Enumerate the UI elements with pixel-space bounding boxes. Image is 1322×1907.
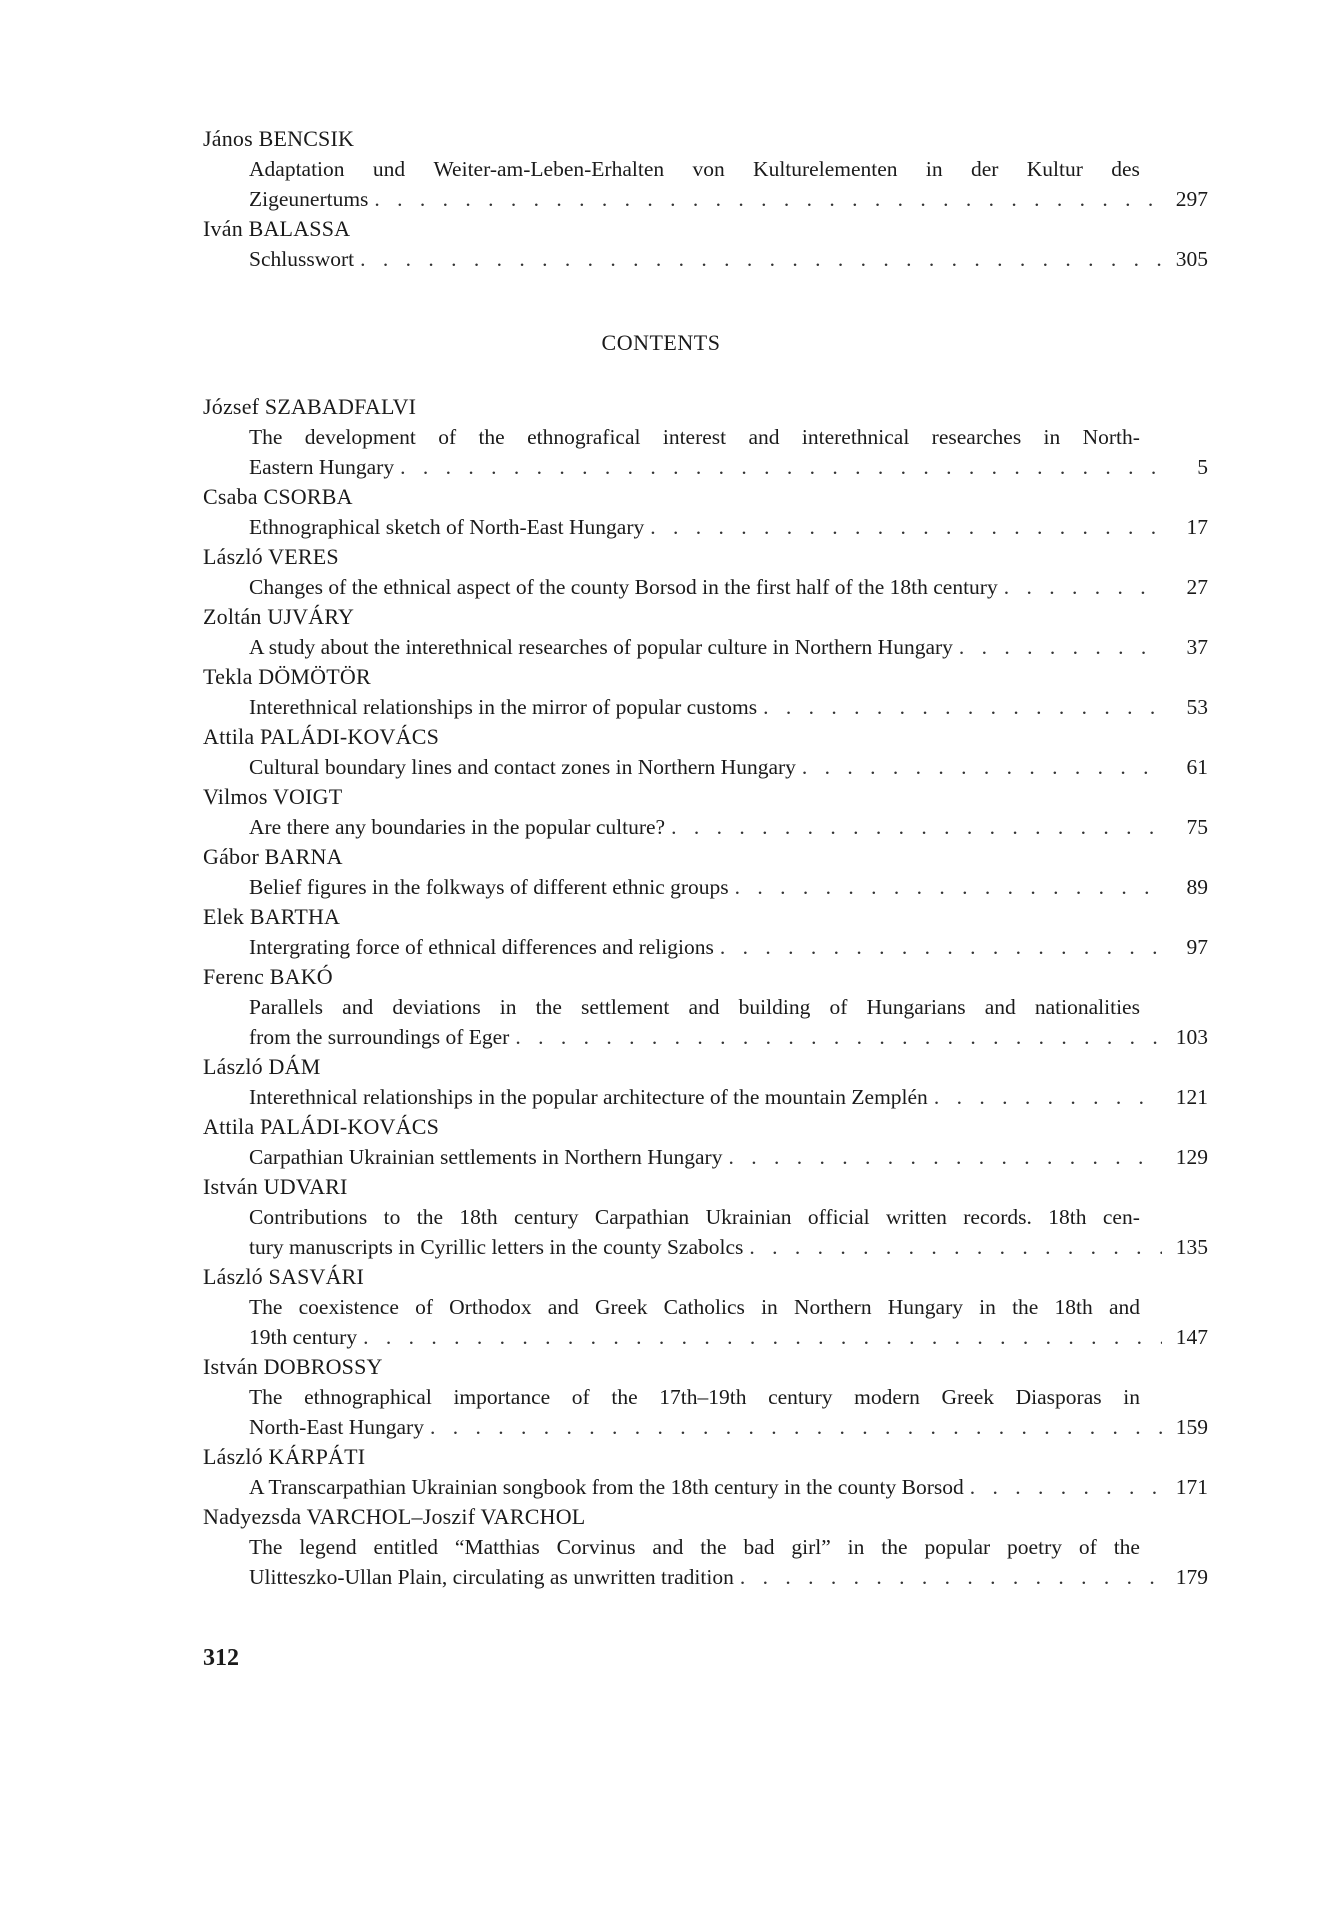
entry-title: [203, 1382, 1208, 1442]
page-ref: 97: [1186, 935, 1208, 959]
entry-author: László SASVÁRI: [203, 1264, 365, 1289]
title-text: tury manuscripts in Cyrillic letters in the county Szabolcs: [249, 1235, 744, 1259]
entry-title: [203, 872, 1208, 902]
title-first-line: [249, 1382, 1208, 1412]
title-word: the: [1012, 1295, 1039, 1319]
title-first-line: [249, 992, 1208, 1022]
title-word: in: [979, 1295, 996, 1319]
title-word: the: [700, 1535, 727, 1559]
page-ref: 297: [1175, 187, 1208, 211]
page-ref: 27: [1186, 575, 1208, 599]
title-word: The: [249, 1385, 283, 1409]
title-first-line: [249, 154, 1208, 184]
entry-title: [203, 422, 1208, 482]
title-word: Kultur: [1026, 157, 1083, 181]
title-word: 17th–19th: [659, 1385, 747, 1409]
title-first-line: [249, 1532, 1208, 1562]
entry-author: Tekla DÖMÖTÖR: [203, 664, 371, 689]
title-last-line: [249, 812, 1208, 842]
title-text: Schlusswort: [249, 247, 355, 271]
dot-leader: [964, 1472, 1162, 1502]
entry-author: Csaba CSORBA: [203, 484, 353, 509]
page-ref: 129: [1175, 1145, 1208, 1169]
page-ref: 121: [1175, 1085, 1208, 1109]
title-word: North-: [1082, 425, 1140, 449]
entry-author: Iván BALASSA: [203, 216, 351, 241]
page-ref: 61: [1186, 755, 1208, 779]
title-word: Orthodox: [449, 1295, 532, 1319]
title-word: 18th: [1048, 1205, 1087, 1229]
title-word: and: [748, 425, 780, 449]
title-last-line: [249, 1412, 1208, 1442]
title-word: of: [1078, 1535, 1097, 1559]
page-ref: 171: [1175, 1475, 1208, 1499]
title-word: researches: [931, 425, 1022, 449]
entry-title: [203, 512, 1208, 542]
title-word: The: [249, 425, 283, 449]
title-word: the: [535, 995, 562, 1019]
title-word: Northern: [793, 1295, 872, 1319]
contents-heading: CONTENTS: [601, 330, 721, 355]
title-word: Catholics: [663, 1295, 745, 1319]
title-last-line: [249, 752, 1208, 782]
title-last-line: [249, 1562, 1208, 1592]
title-word: settlement: [581, 995, 670, 1019]
title-word: the: [881, 1535, 908, 1559]
entry-author: László VERES: [203, 544, 339, 569]
dot-leader: [394, 452, 1162, 482]
entry-title: [203, 992, 1208, 1052]
entry-title: [203, 1202, 1208, 1262]
title-word: the: [478, 425, 505, 449]
title-word: the: [1113, 1535, 1140, 1559]
entry-author: József SZABADFALVI: [203, 394, 417, 419]
title-word: building: [738, 995, 811, 1019]
page-ref: 53: [1186, 695, 1208, 719]
entry-title: [203, 1532, 1208, 1592]
title-word: of: [415, 1295, 433, 1319]
title-word: in: [925, 157, 943, 181]
title-word: 18th: [459, 1205, 498, 1229]
title-first-line: [249, 1292, 1208, 1322]
entry-title: [203, 572, 1208, 602]
entry-title: [203, 1472, 1208, 1502]
title-word: bad: [743, 1535, 775, 1559]
entry-author: Ferenc BAKÓ: [203, 964, 333, 989]
title-last-line: [249, 932, 1208, 962]
page-ref: 37: [1186, 635, 1208, 659]
title-word: official: [807, 1205, 870, 1229]
title-word: Corvinus: [556, 1535, 636, 1559]
title-word: Ukrainian: [705, 1205, 792, 1229]
title-text: 19th century: [249, 1325, 358, 1349]
title-word: Carpathian: [594, 1205, 690, 1229]
title-word: Hungarians: [866, 995, 966, 1019]
title-last-line: [249, 1322, 1208, 1352]
title-word: Hungary: [887, 1295, 963, 1319]
entry-title: [203, 1142, 1208, 1172]
title-word: Weiter-am-Leben-Erhalten: [433, 157, 665, 181]
title-text: North-East Hungary: [249, 1415, 424, 1439]
title-word: interest: [662, 425, 727, 449]
title-text: Changes of the ethnical aspect of the county Borsod in the first half of the 18th century: [249, 575, 998, 599]
title-text: Carpathian Ukrainian settlements in Northern Hungary: [249, 1145, 723, 1169]
title-last-line: [249, 1082, 1208, 1112]
title-word: nationalities: [1034, 995, 1140, 1019]
title-word: the: [416, 1205, 444, 1229]
title-last-line: [249, 512, 1208, 542]
title-word: to: [383, 1205, 401, 1229]
dot-leader: [354, 244, 1162, 274]
title-last-line: [249, 572, 1208, 602]
dot-leader: [368, 184, 1162, 214]
entry-author: László KÁRPÁTI: [203, 1444, 366, 1469]
dot-leader: [796, 752, 1162, 782]
title-word: ethnographical: [304, 1385, 432, 1409]
title-text: Zigeunertums: [249, 187, 369, 211]
page-ref: 305: [1175, 247, 1208, 271]
continued-contents-list: [203, 124, 1208, 274]
entry-title: [203, 1082, 1208, 1112]
dot-leader: [714, 932, 1162, 962]
dot-leader: [734, 1562, 1162, 1592]
entry-title: [203, 692, 1208, 722]
contents-list: [203, 392, 1208, 1592]
title-word: des: [1111, 157, 1140, 181]
title-last-line: [249, 1022, 1208, 1052]
title-word: Parallels: [249, 995, 324, 1019]
title-word: “Matthias: [454, 1535, 540, 1559]
title-text: Interethnical relationships in the popular architecture of the mountain Zemplén: [249, 1085, 928, 1109]
title-word: century: [768, 1385, 833, 1409]
dot-leader: [953, 632, 1162, 662]
title-word: und: [372, 157, 406, 181]
title-word: in: [1123, 1385, 1140, 1409]
dot-leader: [729, 872, 1162, 902]
entry-title: [203, 1292, 1208, 1352]
dot-leader: [357, 1322, 1162, 1352]
title-text: Ulitteszko-Ullan Plain, circulating as unwritten tradition: [249, 1565, 734, 1589]
page-ref: 179: [1175, 1565, 1208, 1589]
title-word: records.: [963, 1205, 1032, 1229]
title-word: importance: [453, 1385, 551, 1409]
title-text: Belief figures in the folkways of different ethnic groups: [249, 875, 729, 899]
title-word: of: [438, 425, 457, 449]
entry-author: István DOBROSSY: [203, 1354, 383, 1379]
entry-title: [203, 632, 1208, 662]
title-word: Adaptation: [249, 157, 345, 181]
title-word: 18th: [1054, 1295, 1093, 1319]
title-last-line: [249, 244, 1208, 274]
entry-author: Nadyezsda VARCHOL–Joszif VARCHOL: [203, 1504, 586, 1529]
title-text: Intergrating force of ethnical differences and religions: [249, 935, 714, 959]
title-last-line: [249, 692, 1208, 722]
title-word: coexistence: [298, 1295, 399, 1319]
title-word: of: [829, 995, 848, 1019]
page-ref: 17: [1186, 515, 1208, 539]
entry-author: Vilmos VOIGT: [203, 784, 343, 809]
page-ref: 89: [1186, 875, 1208, 899]
title-text: from the surroundings of Eger: [249, 1025, 510, 1049]
dot-leader: [757, 692, 1162, 722]
title-word: Diasporas: [1015, 1385, 1102, 1409]
title-word: of: [571, 1385, 590, 1409]
title-word: entitled: [373, 1535, 439, 1559]
entry-author: Attila PALÁDI-KOVÁCS: [203, 724, 440, 749]
title-word: The: [249, 1535, 283, 1559]
title-word: modern: [854, 1385, 920, 1409]
entry-author: László DÁM: [203, 1054, 321, 1079]
page-number: 312: [203, 1645, 239, 1671]
title-text: A study about the interethnical researches of popular culture in Northern Hungary: [249, 635, 953, 659]
title-last-line: [249, 184, 1208, 214]
dot-leader: [928, 1082, 1162, 1112]
title-word: in: [499, 995, 517, 1019]
title-word: deviations: [392, 995, 481, 1019]
dot-leader: [644, 512, 1162, 542]
title-word: and: [652, 1535, 684, 1559]
title-word: Greek: [941, 1385, 995, 1409]
title-word: Contributions: [249, 1205, 368, 1229]
entry-title: [203, 932, 1208, 962]
title-word: and: [688, 995, 720, 1019]
title-last-line: [249, 632, 1208, 662]
title-word: von: [692, 157, 725, 181]
title-word: Greek: [594, 1295, 648, 1319]
page-ref: 5: [1197, 455, 1208, 479]
dot-leader: [665, 812, 1162, 842]
title-word: der: [970, 157, 999, 181]
entry-author: Zoltán UJVÁRY: [203, 604, 355, 629]
page-ref: 75: [1186, 815, 1208, 839]
title-text: A Transcarpathian Ukrainian songbook from the 18th century in the county Borsod: [249, 1475, 964, 1499]
title-text: Interethnical relationships in the mirror of popular customs: [249, 695, 758, 719]
title-word: girl”: [791, 1535, 831, 1559]
title-word: popular: [924, 1535, 991, 1559]
entry-title: [203, 244, 1208, 274]
title-word: in: [761, 1295, 778, 1319]
dot-leader: [424, 1412, 1162, 1442]
title-word: the: [611, 1385, 638, 1409]
title-word: and: [984, 995, 1016, 1019]
entry-title: [203, 752, 1208, 782]
entry-title: [203, 154, 1208, 214]
page-ref: 103: [1175, 1025, 1208, 1049]
title-word: legend: [299, 1535, 357, 1559]
title-word: in: [847, 1535, 865, 1559]
title-last-line: [249, 1142, 1208, 1172]
title-word: poetry: [1007, 1535, 1062, 1559]
title-last-line: [249, 452, 1208, 482]
entry-author: Attila PALÁDI-KOVÁCS: [203, 1114, 440, 1139]
dot-leader: [998, 572, 1162, 602]
page-ref: 147: [1175, 1325, 1208, 1349]
title-word: cen-: [1102, 1205, 1140, 1229]
title-word: and: [547, 1295, 579, 1319]
dot-leader: [509, 1022, 1162, 1052]
entry-title: [203, 812, 1208, 842]
page-ref: 159: [1175, 1415, 1208, 1439]
page-ref: 135: [1175, 1235, 1208, 1259]
entry-author: Gábor BARNA: [203, 844, 343, 869]
title-word: and: [342, 995, 374, 1019]
title-word: century: [514, 1205, 579, 1229]
title-text: Ethnographical sketch of North-East Hungary: [249, 515, 645, 539]
entry-author: István UDVARI: [203, 1174, 348, 1199]
title-word: development: [304, 425, 416, 449]
title-last-line: [249, 872, 1208, 902]
title-text: Cultural boundary lines and contact zones in Northern Hungary: [249, 755, 796, 779]
title-word: written: [885, 1205, 947, 1229]
entry-author: János BENCSIK: [203, 126, 355, 151]
title-word: The: [249, 1295, 283, 1319]
dot-leader: [743, 1232, 1162, 1262]
title-first-line: [249, 422, 1208, 452]
entry-author: Elek BARTHA: [203, 904, 341, 929]
title-last-line: [249, 1472, 1208, 1502]
title-word: in: [1043, 425, 1061, 449]
title-text: Eastern Hungary: [249, 455, 395, 479]
title-first-line: [249, 1202, 1208, 1232]
title-word: interethnical: [801, 425, 910, 449]
title-word: and: [1108, 1295, 1140, 1319]
title-last-line: [249, 1232, 1208, 1262]
title-word: Kulturelementen: [753, 157, 898, 181]
title-text: Are there any boundaries in the popular culture?: [249, 815, 666, 839]
title-word: ethnografical: [527, 425, 641, 449]
dot-leader: [722, 1142, 1162, 1172]
